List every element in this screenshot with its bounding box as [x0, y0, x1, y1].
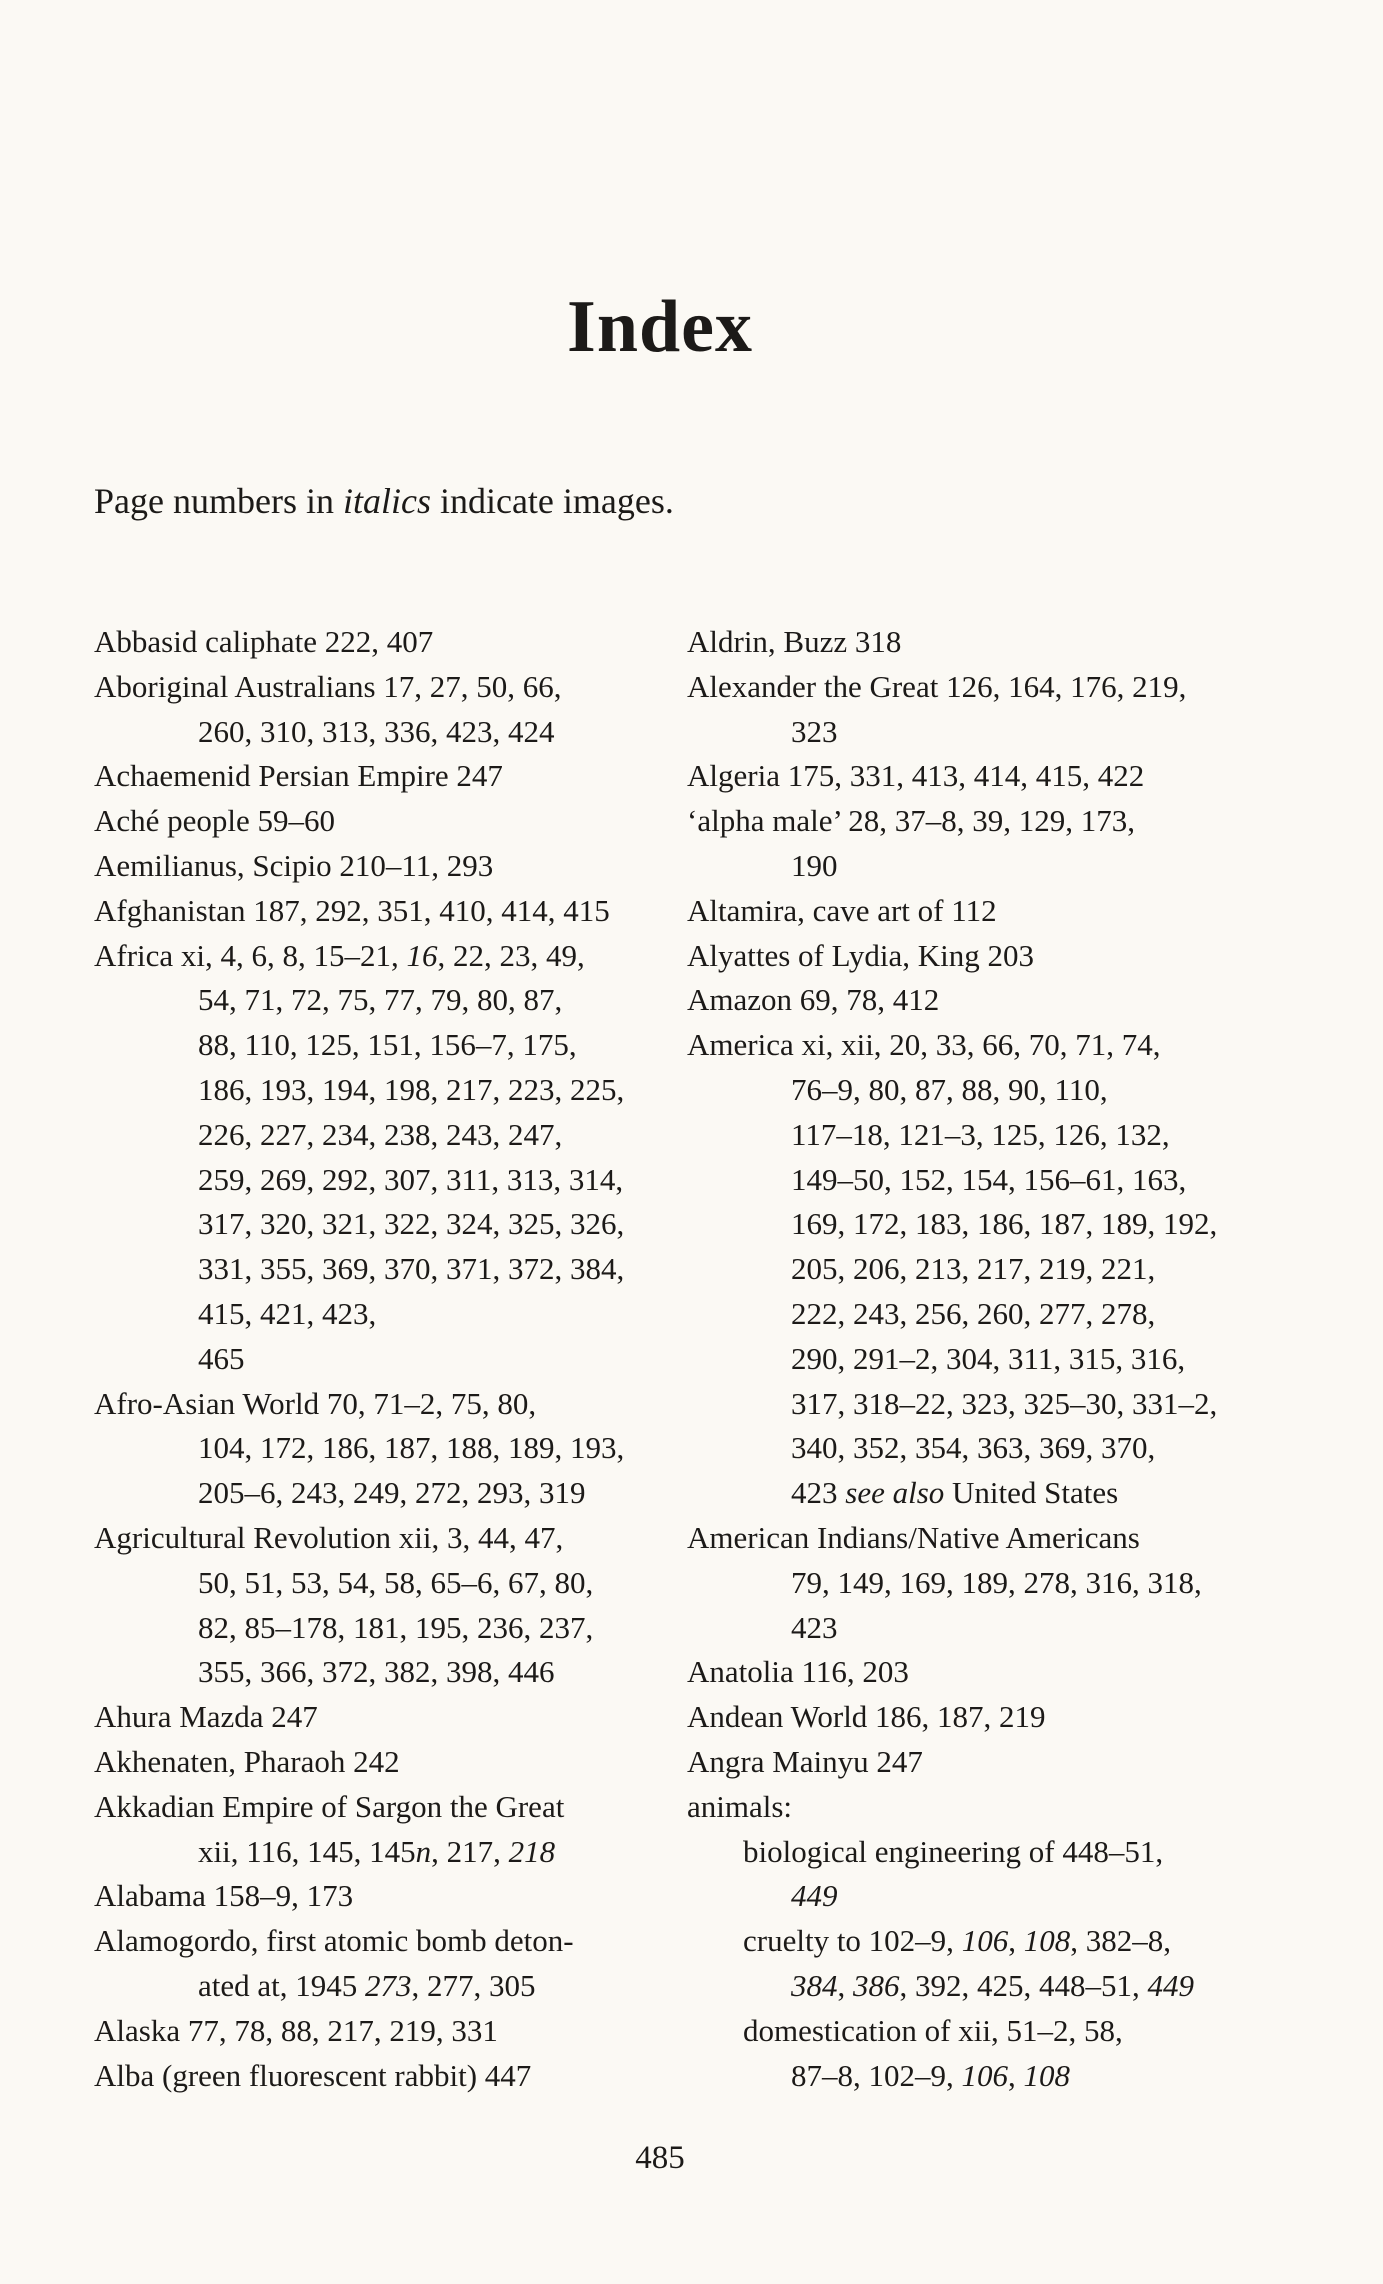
index-text: 169, 172, 183, 186, 187, 189, 192, — [791, 1206, 1218, 1242]
index-text: 88, 110, 125, 151, 156–7, 175, — [198, 1027, 577, 1063]
index-entry-continuation-line — [94, 1068, 654, 1113]
index-text: 226, 227, 234, 238, 243, 247, — [198, 1116, 563, 1152]
index-text: Ahura Mazda 247 — [94, 1699, 318, 1735]
index-text: Agricultural Revolution xii, 3, 44, 47, — [94, 1519, 564, 1555]
index-entry — [94, 620, 654, 665]
index-subentry — [687, 2009, 1247, 2099]
index-entry-line — [687, 665, 1247, 710]
index-entry-continuation-line — [94, 1426, 654, 1471]
index-text: , 217, — [431, 1833, 509, 1869]
index-text: , 277, 305 — [411, 1967, 536, 2003]
index-entry-continuation-line — [94, 1247, 654, 1292]
index-text: 423 — [791, 1609, 838, 1645]
index-entry-line — [687, 1830, 1247, 1875]
index-entry — [687, 620, 1247, 665]
index-entry-line — [687, 620, 1247, 665]
index-entry-line — [94, 620, 654, 665]
index-entry-continuation-line — [687, 2054, 1247, 2099]
index-entry — [94, 1695, 654, 1740]
index-text: 117–18, 121–3, 125, 126, 132, — [791, 1116, 1170, 1152]
index-subentry — [687, 1919, 1247, 2009]
index-entry-line — [687, 978, 1247, 1023]
index-text: 54, 71, 72, 75, 77, 79, 80, 87, — [198, 982, 563, 1018]
index-text: Aché people 59–60 — [94, 803, 336, 839]
italic-page-ref: 386 — [853, 1967, 900, 2003]
italic-page-ref: 449 — [791, 1878, 838, 1914]
index-text: Alaska 77, 78, 88, 217, 219, 331 — [94, 2012, 498, 2048]
italic-page-ref: see also — [845, 1475, 945, 1511]
index-entry — [687, 1740, 1247, 1785]
index-entry-continuation-line — [94, 1471, 654, 1516]
index-text: 465 — [198, 1340, 245, 1376]
index-entry-line — [94, 1785, 654, 1830]
index-text: Aemilianus, Scipio 210–11, 293 — [94, 847, 494, 883]
index-entry — [687, 1650, 1247, 1695]
index-entry-line — [687, 2009, 1247, 2054]
index-text: 423 — [791, 1475, 846, 1511]
index-entry-line — [94, 1516, 654, 1561]
index-text: Alabama 158–9, 173 — [94, 1878, 354, 1914]
index-text: 205, 206, 213, 217, 219, 221, — [791, 1251, 1156, 1287]
italic-page-ref: 218 — [508, 1833, 556, 1869]
index-entry-continuation-line — [94, 1606, 654, 1651]
index-entry-line — [94, 2054, 654, 2099]
index-entry-continuation-line — [94, 1561, 654, 1606]
index-text: America xi, xii, 20, 33, 66, 70, 71, 74, — [687, 1027, 1161, 1063]
index-entry-continuation-line — [94, 1113, 654, 1158]
index-entry-line — [687, 1919, 1247, 1964]
index-text: , — [1008, 2057, 1024, 2093]
index-entry-continuation-line — [687, 1382, 1247, 1427]
index-text: 260, 310, 313, 336, 423, 424 — [198, 713, 555, 749]
index-entry-line — [94, 799, 654, 844]
index-text: 415, 421, 423, — [198, 1295, 377, 1331]
italic-page-ref: 106 — [961, 2057, 1008, 2093]
index-column-left — [94, 620, 654, 2098]
index-entry-continuation-line — [94, 710, 654, 755]
intro-text-before: Page numbers in — [94, 481, 343, 521]
page-number: 485 — [635, 2140, 685, 2176]
index-entry — [687, 889, 1247, 934]
index-text: Angra Mainyu 247 — [687, 1743, 923, 1779]
italic-page-ref: 449 — [1147, 1967, 1194, 2003]
index-entry-line — [94, 2009, 654, 2054]
index-text: Alamogordo, first atomic bomb deton- — [94, 1923, 574, 1959]
index-entry-line — [687, 1023, 1247, 1068]
index-entry — [687, 754, 1247, 799]
index-text: Afro-Asian World 70, 71–2, 75, 80, — [94, 1385, 537, 1421]
index-text: 317, 318–22, 323, 325–30, 331–2, — [791, 1385, 1218, 1421]
index-entry — [94, 1919, 654, 2009]
italic-page-ref: 384 — [791, 1967, 838, 2003]
index-entry-continuation-line — [687, 1606, 1247, 1651]
index-subentry — [687, 1830, 1247, 1920]
italic-page-ref: 108 — [1023, 1923, 1071, 1959]
index-entry — [94, 799, 654, 844]
index-entry — [687, 1023, 1247, 1516]
index-entry-line — [94, 934, 654, 979]
index-text: 290, 291–2, 304, 311, 315, 316, — [791, 1340, 1186, 1376]
index-text: 323 — [791, 713, 838, 749]
index-entry-continuation-line — [94, 1650, 654, 1695]
index-entry-line — [687, 799, 1247, 844]
index-text: Aldrin, Buzz 318 — [687, 624, 902, 659]
index-text: 340, 352, 354, 363, 369, 370, — [791, 1430, 1156, 1466]
index-text: 331, 355, 369, 370, 371, 372, 384, — [198, 1251, 625, 1287]
index-entry-line — [687, 1695, 1247, 1740]
index-text: xii, 116, 145, 145 — [198, 1833, 416, 1869]
index-text: Aboriginal Australians 17, 27, 50, 66, — [94, 668, 562, 704]
index-entry-line — [94, 1740, 654, 1785]
index-entry-line — [94, 889, 654, 934]
index-entry — [687, 799, 1247, 889]
index-entry — [94, 1516, 654, 1695]
index-entry-continuation-line — [687, 1202, 1247, 1247]
index-text: American Indians/Native Americans — [687, 1519, 1140, 1555]
index-text: , — [1008, 1923, 1024, 1959]
italic-page-ref: 16 — [406, 937, 438, 973]
index-text: Afghanistan 187, 292, 351, 410, 414, 415 — [94, 892, 610, 928]
index-text: Achaemenid Persian Empire 247 — [94, 758, 503, 794]
index-intro-note — [94, 480, 674, 523]
index-entry-continuation-line — [94, 1337, 654, 1382]
index-text: 205–6, 243, 249, 272, 293, 319 — [198, 1475, 586, 1511]
index-entry-line — [687, 889, 1247, 934]
index-entry-continuation-line — [687, 1426, 1247, 1471]
index-entry — [687, 665, 1247, 755]
index-text: 317, 320, 321, 322, 324, 325, 326, — [198, 1206, 625, 1242]
index-text: , 382–8, — [1070, 1923, 1171, 1959]
index-entry — [94, 754, 654, 799]
index-entry — [687, 1785, 1247, 1830]
index-text: 79, 149, 169, 189, 278, 316, 318, — [791, 1564, 1202, 1600]
index-entry-continuation-line — [94, 1964, 654, 2009]
index-entry — [94, 1785, 654, 1875]
index-text: Algeria 175, 331, 413, 414, 415, 422 — [687, 758, 1145, 794]
index-entry-continuation-line — [687, 1337, 1247, 1382]
index-entry-continuation-line — [94, 1202, 654, 1247]
index-entry-line — [94, 1695, 654, 1740]
index-entry-continuation-line — [687, 844, 1247, 889]
index-text: Alba (green fluorescent rabbit) 447 — [94, 2057, 532, 2093]
index-entry-line — [94, 1874, 654, 1919]
index-entry — [94, 1382, 654, 1516]
index-text: , — [837, 1967, 853, 2003]
index-entry — [94, 1740, 654, 1785]
index-entry-continuation-line — [687, 1247, 1247, 1292]
index-entry — [94, 889, 654, 934]
index-text: Africa xi, 4, 6, 8, 15–21, — [94, 937, 407, 973]
index-text: , 392, 425, 448–51, — [899, 1967, 1148, 2003]
italic-page-ref: n — [415, 1833, 432, 1869]
index-text: United States — [944, 1475, 1119, 1511]
index-entry-line — [94, 1919, 654, 1964]
index-entry-continuation-line — [94, 978, 654, 1023]
index-entry-continuation-line — [687, 1874, 1247, 1919]
index-entry-line — [94, 665, 654, 710]
index-entry-continuation-line — [687, 1964, 1247, 2009]
index-entry-continuation-line — [687, 710, 1247, 755]
index-entry-line — [687, 1650, 1247, 1695]
index-text: cruelty to 102–9, — [743, 1923, 962, 1959]
index-text: Amazon 69, 78, 412 — [687, 982, 940, 1018]
index-text: animals: — [687, 1788, 793, 1824]
index-text: Andean World 186, 187, 219 — [687, 1699, 1046, 1735]
index-entry — [94, 2009, 654, 2054]
index-text: ‘alpha male’ 28, 37–8, 39, 129, 173, — [687, 803, 1135, 839]
index-entry — [687, 1695, 1247, 1740]
index-text: 190 — [791, 847, 838, 883]
index-text: 82, 85–178, 181, 195, 236, 237, — [198, 1609, 594, 1645]
index-text: biological engineering of 448–51, — [743, 1833, 1164, 1869]
index-text: Alyattes of Lydia, King 203 — [687, 937, 1034, 973]
index-entry-continuation-line — [687, 1292, 1247, 1337]
index-entry-line — [94, 754, 654, 799]
index-entry — [94, 665, 654, 755]
index-entry-continuation-line — [687, 1561, 1247, 1606]
page-title: Index — [567, 285, 753, 368]
index-entry-line — [687, 934, 1247, 979]
italic-page-ref: 108 — [1023, 2057, 1070, 2093]
index-entry-continuation-line — [94, 1158, 654, 1203]
index-entry-continuation-line — [687, 1068, 1247, 1113]
index-text: domestication of xii, 51–2, 58, — [743, 2012, 1123, 2048]
index-text: 186, 193, 194, 198, 217, 223, 225, — [198, 1071, 625, 1107]
index-entry — [687, 934, 1247, 979]
index-entry-line — [687, 754, 1247, 799]
index-text: Akkadian Empire of Sargon the Great — [94, 1788, 565, 1824]
italic-page-ref: 273 — [365, 1967, 412, 2003]
index-entry-line — [687, 1785, 1247, 1830]
index-text: 76–9, 80, 87, 88, 90, 110, — [791, 1071, 1108, 1107]
index-entry-line — [94, 844, 654, 889]
index-entry-continuation-line — [687, 1113, 1247, 1158]
index-text: 259, 269, 292, 307, 311, 313, 314, — [198, 1161, 624, 1197]
index-column-right — [687, 620, 1247, 2098]
index-text: Alexander the Great 126, 164, 176, 219, — [687, 668, 1187, 704]
italic-page-ref: 106 — [961, 1923, 1009, 1959]
index-entry — [94, 934, 654, 1382]
index-entry-line — [687, 1740, 1247, 1785]
index-entry-continuation-line — [687, 1158, 1247, 1203]
index-entry — [94, 844, 654, 889]
index-text: 50, 51, 53, 54, 58, 65–6, 67, 80, — [198, 1564, 594, 1600]
index-entry — [94, 2054, 654, 2099]
index-text: ated at, 1945 — [198, 1967, 366, 2003]
index-text: 87–8, 102–9, — [791, 2057, 962, 2093]
index-text: Altamira, cave art of 112 — [687, 892, 997, 928]
index-text: 222, 243, 256, 260, 277, 278, — [791, 1295, 1156, 1331]
index-text: Abbasid caliphate 222, 407 — [94, 624, 434, 659]
index-text: Anatolia 116, 203 — [687, 1654, 909, 1690]
index-entry-line — [94, 1382, 654, 1427]
index-entry — [687, 978, 1247, 1023]
index-text: , 22, 23, 49, — [437, 937, 585, 973]
index-text: 104, 172, 186, 187, 188, 189, 193, — [198, 1430, 625, 1466]
index-text: 149–50, 152, 154, 156–61, 163, — [791, 1161, 1187, 1197]
index-entry — [687, 1516, 1247, 1650]
index-text: 355, 366, 372, 382, 398, 446 — [198, 1654, 555, 1690]
intro-text-italic: italics — [342, 481, 431, 521]
index-entry-line — [687, 1516, 1247, 1561]
index-entry-continuation-line — [94, 1023, 654, 1068]
index-text: Akhenaten, Pharaoh 242 — [94, 1743, 400, 1779]
index-entry-continuation-line — [94, 1292, 654, 1337]
index-entry-continuation-line — [94, 1830, 654, 1875]
intro-text-after: indicate images. — [430, 481, 674, 521]
index-entry — [94, 1874, 654, 1919]
index-entry-continuation-line — [687, 1471, 1247, 1516]
